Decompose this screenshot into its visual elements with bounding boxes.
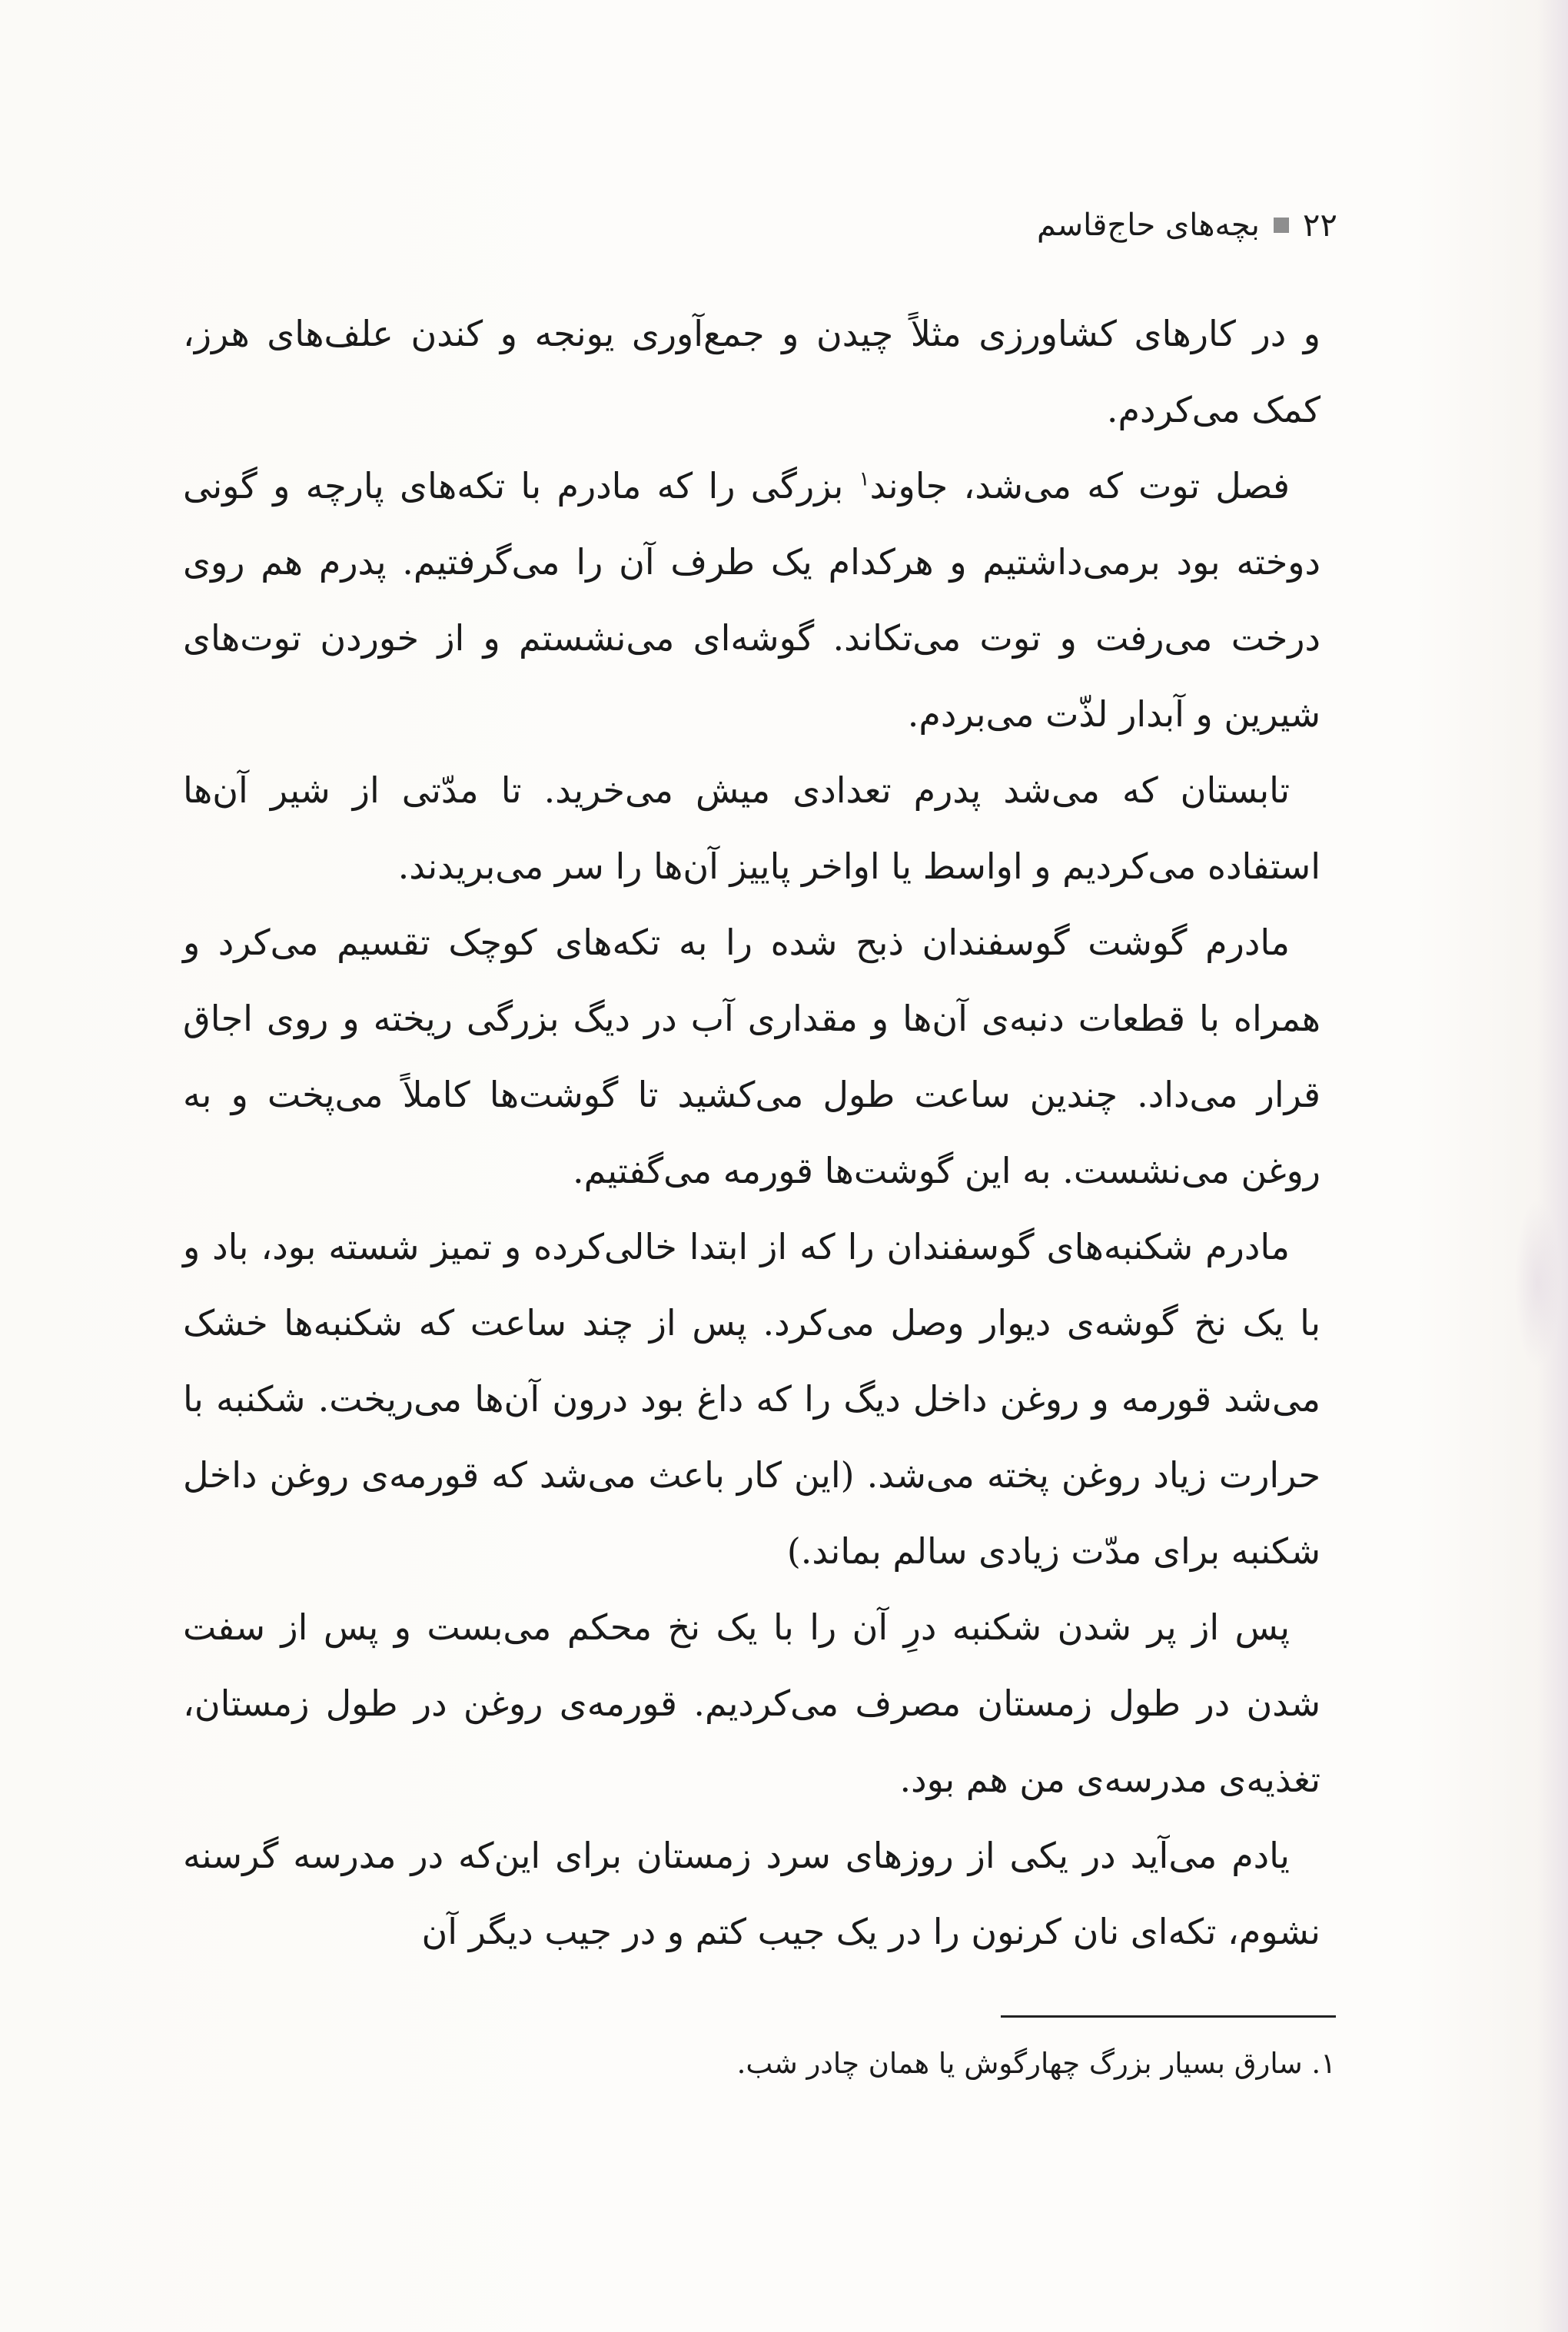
page-edge-mark — [1514, 1199, 1560, 1368]
header-square-ornament — [1274, 218, 1289, 233]
paragraph-2 — [183, 448, 1321, 752]
footnote-rule — [1001, 2015, 1336, 2018]
page-edge-shadow — [1537, 0, 1568, 2332]
footnote-marker: ۱ — [859, 467, 870, 491]
paragraph-1: و در کارهای کشاورزی مثلاً چیدن و جمع‌آوری یونجه و کندن علف‌های هرز، کمک می‌کردم. — [183, 313, 1321, 430]
paragraph-7: یادم می‌آید در یکی از روزهای سرد زمستان برای این‌که در مدرسه گرسنه نشوم، تکه‌ای نان کرنون را در یک جیب کتم و در جیب دیگر آن — [183, 1835, 1321, 1952]
footnote: ۱. سارق بسیار بزرگ چهارگوش یا همان چادر شب. — [736, 2047, 1336, 2080]
page-number: ۲۲ — [1302, 206, 1337, 244]
running-header — [1037, 206, 1337, 244]
paragraph-4: مادرم گوشت گوسفندان ذبح شده را به تکه‌های کوچک تقسیم می‌کرد و همراه با قطعات دنبه‌ی آن‌ها و مقداری آب در دیگ بزرگی ریخته و روی اجاق قرار می‌داد. چندین ساعت طول می‌کشید تا گوشت‌ها کاملاً می‌پخت و به روغن می‌نشست. به این گوشت‌ها قورمه می‌گفتیم. — [183, 922, 1321, 1191]
paragraph-3: تابستان که می‌شد پدرم تعدادی میش می‌خرید. تا مدّتی از شیر آن‌ها استفاده می‌کردیم و اواسط یا اواخر پاییز آن‌ها را سر می‌بریدند. — [183, 769, 1321, 887]
paragraph-2-before: فصل توت که می‌شد، جاوند — [869, 465, 1290, 507]
book-title: بچه‌های حاج‌قاسم — [1036, 207, 1260, 243]
paragraph-2-after: بزرگی را که مادرم با تکه‌های پارچه و گونی دوخته بود برمی‌داشتیم و هرکدام یک طرف آن را می‌گرفتیم. پدرم هم روی درخت می‌رفت و توت می‌تکاند. گوشه‌ای می‌نشستم و از خوردن توت‌های شیرین و آبدار لذّت می‌بردم. — [183, 465, 1321, 735]
body-text — [183, 296, 1321, 1970]
paragraph-5: مادرم شکنبه‌های گوسفندان را که از ابتدا خالی‌کرده و تمیز شسته بود، باد و با یک نخ گوشه‌ی دیوار وصل می‌کرد. پس از چند ساعت که شکنبه‌ها خشک می‌شد قورمه و روغن داخل دیگ را که داغ بود درون آن‌ها می‌ریخت. شکنبه با حرارت زیاد روغن پخته می‌شد. (این کار باعث می‌شد که قورمه‌ی روغن داخل شکنبه برای مدّت زیادی سالم بماند.) — [183, 1226, 1321, 1572]
paragraph-6: پس از پر شدن شکنبه درِ آن را با یک نخ محکم می‌بست و پس از سفت شدن در طول زمستان مصرف می‌کردیم. قورمه‌ی روغن در طول زمستان، تغذیه‌ی مدرسه‌ی من هم بود. — [183, 1606, 1321, 1800]
